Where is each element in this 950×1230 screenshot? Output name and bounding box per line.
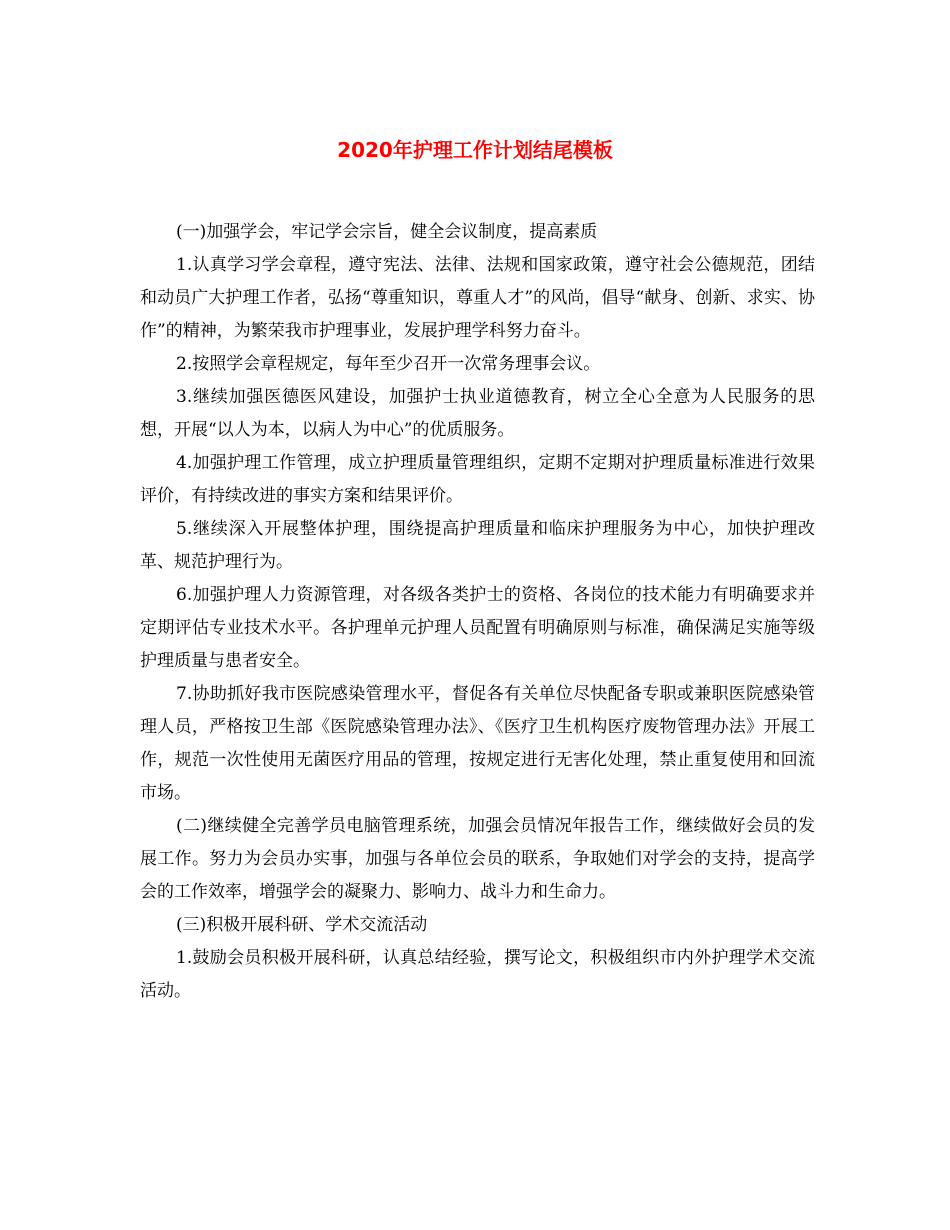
paragraph-item-3: 3.继续加强医德医风建设，加强护士执业道德教育，树立全心全意为人民服务的思想，开展“以人为本，以病人为中心”的优质服务。	[140, 387, 815, 440]
paragraph-item-2: 2.按照学会章程规定，每年至少召开一次常务理事会议。	[176, 354, 601, 374]
paragraph-section-1-heading: (一)加强学会，牢记学会宗旨，健全会议制度，提高素质	[176, 222, 598, 242]
paragraph-item-6: 6.加强护理人力资源管理，对各级各类护士的资格、各岗位的技术能力有明确要求并定期评估专业技术水平。各护理单元护理人员配置有明确原则与标准，确保满足实施等级护理质量与患者安全。	[140, 585, 815, 671]
document-title: 2020年护理工作计划结尾模板	[337, 138, 613, 162]
paragraph-item-4: 4.加强护理工作管理，成立护理质量管理组织，定期不定期对护理质量标准进行效果评价，有持续改进的事实方案和结果评价。	[140, 453, 815, 506]
document-body	[140, 216, 815, 1008]
paragraph-item-1: 1.认真学习学会章程，遵守宪法、法律、法规和国家政策，遵守社会公德规范，团结和动员广大护理工作者，弘扬“尊重知识，尊重人才”的风尚，倡导“献身、创新、求实、协作”的精神，为繁荣我市护理事业，发展护理学科努力奋斗。	[140, 255, 815, 341]
paragraph-section-3-item-1: 1.鼓励会员积极开展科研，认真总结经验，撰写论文，积极组织市内外护理学术交流活动。	[140, 948, 815, 1001]
paragraph-section-3-heading: (三)积极开展科研、学术交流活动	[176, 915, 428, 935]
paragraph-section-2: (二)继续健全完善学员电脑管理系统，加强会员情况年报告工作，继续做好会员的发展工作。努力为会员办实事，加强与各单位会员的联系，争取她们对学会的支持，提高学会的工作效率，增强学会的凝聚力、影响力、战斗力和生命力。	[140, 816, 815, 902]
paragraph-item-7: 7.协助抓好我市医院感染管理水平，督促各有关单位尽快配备专职或兼职医院感染管理人员，严格按卫生部《医院感染管理办法》、《医疗卫生机构医疗废物管理办法》开展工作，规范一次性使用无菌医疗用品的管理，按规定进行无害化处理，禁止重复使用和回流市场。	[140, 684, 815, 803]
paragraph-item-5: 5.继续深入开展整体护理，围绕提高护理质量和临床护理服务为中心，加快护理改革、规范护理行为。	[140, 519, 815, 572]
